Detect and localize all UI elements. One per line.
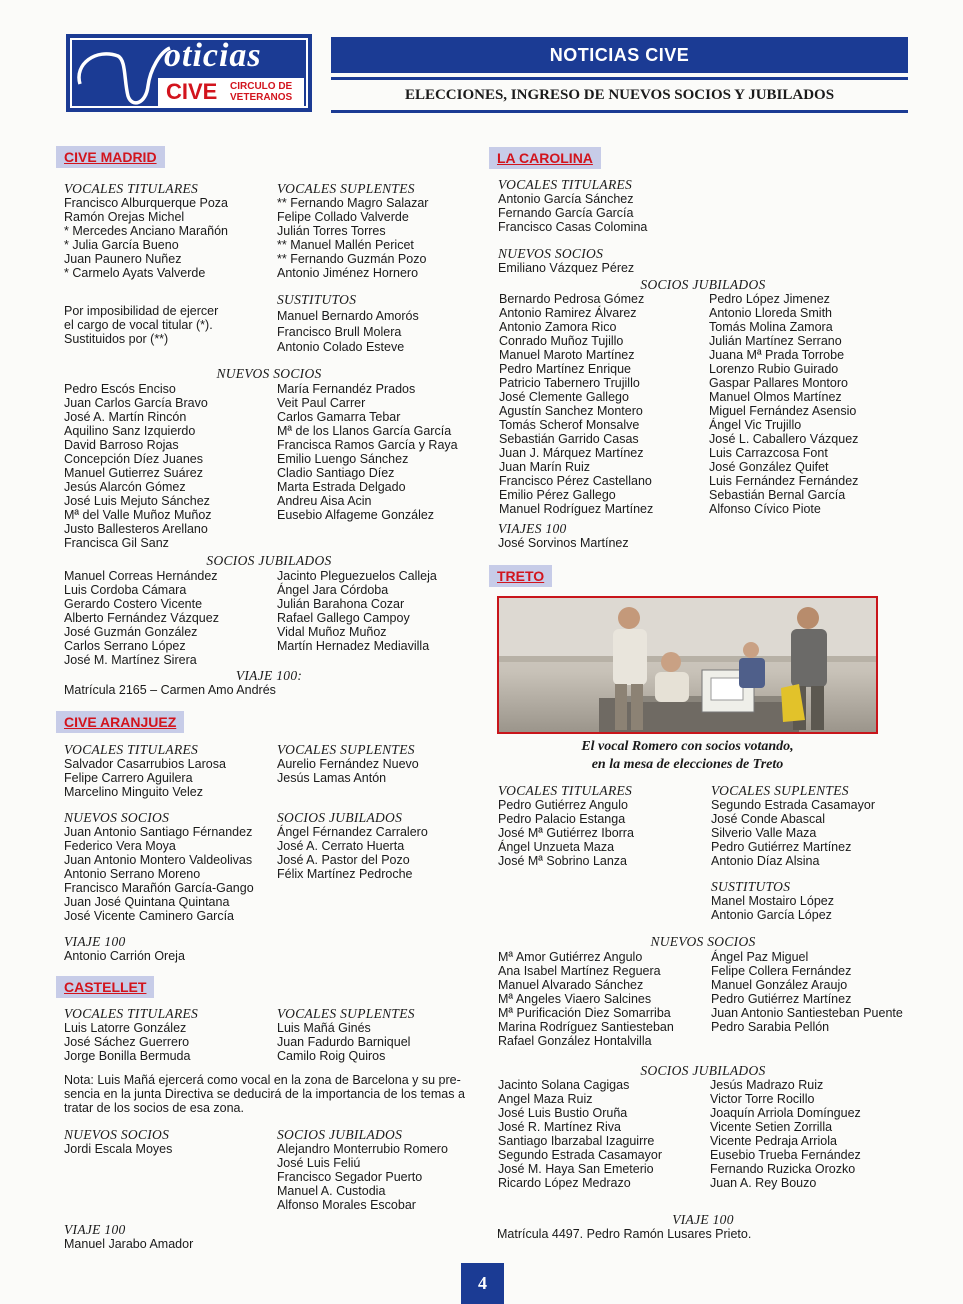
- treto-nuevos-socios-left: [498, 950, 674, 1048]
- viaje-value: José Sorvinos Martínez: [498, 536, 629, 550]
- list-item: Pedro Martínez Enrique: [499, 362, 632, 376]
- list-item: Luis Cordoba Cámara: [64, 583, 187, 597]
- name-list: [498, 798, 634, 868]
- list-item: Jesús Alarcón Gómez: [64, 480, 186, 494]
- name-list: [711, 798, 875, 868]
- list-item: Tomás Molina Zamora: [709, 320, 833, 334]
- list-item: Francisco Pérez Castellano: [499, 474, 652, 488]
- list-item: Juan A. Rey Bouzo: [710, 1176, 817, 1190]
- note-line: sencia en la junta Directiva se deducirá de la importancia de los temas a: [64, 1087, 465, 1101]
- group-heading: VIAJES 100: [498, 521, 567, 536]
- castellet-socios-jubilados: [277, 1127, 448, 1212]
- list-item: Alfonso Cívico Piote: [709, 502, 821, 516]
- list-item: Ricardo López Medrazo: [498, 1176, 631, 1190]
- list-item: Patricio Tabernero Trujillo: [499, 376, 640, 390]
- list-item: José A. Pastor del Pozo: [277, 853, 410, 867]
- group-heading: VIAJE 100: [64, 1222, 126, 1237]
- list-item: Felipe Collera Fernández: [711, 964, 852, 978]
- list-item: Pedro López Jimenez: [709, 292, 830, 306]
- list-item: Bernardo Pedrosa Gómez: [499, 292, 645, 306]
- list-item: Francisco Alburquerque Poza: [64, 196, 228, 210]
- list-item: Juan Antonio Montero Valdeolivas: [64, 853, 253, 867]
- list-item: Félix Martínez Pedroche: [277, 867, 413, 881]
- list-item: José R. Martínez Riva: [498, 1120, 621, 1134]
- aranjuez-socios-jubilados: [277, 810, 428, 881]
- list-item: José A. Cerrato Huerta: [277, 839, 405, 853]
- list-item: Emilio Luengo Sánchez: [277, 452, 409, 466]
- list-item: Juan Carlos García Bravo: [64, 396, 208, 410]
- madrid-vocales-suplentes: [277, 181, 428, 280]
- list-item: Carlos Gamarra Tebar: [277, 410, 401, 424]
- voting-photo: [497, 596, 878, 734]
- madrid-vocales-titulares: [64, 181, 228, 280]
- list-item: Manuel Correas Hernández: [64, 569, 218, 583]
- name-list: [64, 825, 254, 923]
- group-heading: NUEVOS SOCIOS: [64, 810, 170, 825]
- list-item: Manuel Maroto Martínez: [499, 348, 635, 362]
- list-item: Jesús Lamas Antón: [277, 771, 387, 785]
- list-item: David Barroso Rojas: [64, 438, 179, 452]
- name-list: [64, 1142, 172, 1156]
- list-item: José Guzmán González: [64, 625, 198, 639]
- list-item: Antonio Serrano Moreno: [64, 867, 201, 881]
- photo-caption: [497, 738, 878, 774]
- list-item: Francisco Marañón García-Gango: [64, 881, 254, 895]
- section-title-carolina: LA CAROLINA: [489, 147, 601, 169]
- list-item: Martín Hernadez Mediavilla: [277, 639, 430, 653]
- list-item: Manuel Gutierrez Suárez: [64, 466, 203, 480]
- name-list: [64, 757, 226, 799]
- list-item: Pedro Gutiérrez Martínez: [711, 992, 852, 1006]
- name-list: [64, 196, 228, 280]
- list-item: Manuel Alvarado Sánchez: [498, 978, 644, 992]
- list-item: Luis Mañá Ginés: [277, 1021, 371, 1035]
- castellet-nuevos-socios: [64, 1127, 172, 1156]
- madrid-note: [64, 304, 218, 346]
- list-item: Rafael González Hontalvilla: [498, 1034, 652, 1048]
- aranjuez-nuevos-socios: [64, 810, 254, 923]
- carolina-vocales-titulares: [498, 177, 647, 234]
- list-item: Luis Fernández Fernández: [709, 474, 859, 488]
- list-item: Ana Isabel Martínez Reguera: [498, 964, 661, 978]
- list-item: * Carmelo Ayats Valverde: [64, 266, 206, 280]
- aranjuez-vocales-suplentes: [277, 742, 419, 785]
- carolina-socios-jubilados-right: [709, 292, 858, 516]
- list-item: Antonio Colado Esteve: [277, 340, 405, 354]
- list-item: Salvador Casarrubios Larosa: [64, 757, 226, 771]
- list-item: Rafael Gallego Campoy: [277, 611, 410, 625]
- list-item: José González Quifet: [709, 460, 829, 474]
- list-item: Concepción Díez Juanes: [64, 452, 203, 466]
- aranjuez-vocales-titulares: [64, 742, 226, 799]
- group-heading: SOCIOS JUBILADOS: [277, 1127, 403, 1142]
- madrid-socios-jubilados-left: [64, 569, 219, 667]
- list-item: José Sáchez Guerrero: [64, 1035, 190, 1049]
- list-item: Ángel Férnandez Carralero: [277, 825, 428, 839]
- list-item: Manel Mostairo López: [711, 894, 834, 908]
- group-heading: VOCALES SUPLENTES: [711, 783, 849, 798]
- note-line: Nota: Luis Mañá ejercerá como vocal en la zona de Barcelona y su pre-: [64, 1073, 461, 1087]
- name-list: [711, 894, 834, 922]
- list-item: Gaspar Pallares Montoro: [709, 376, 848, 390]
- treto-socios-jubilados-heading: SOCIOS JUBILADOS: [640, 1063, 766, 1078]
- logo-tagline-1: CIRCULO DE: [230, 81, 293, 92]
- list-item: José A. Martín Rincón: [64, 410, 187, 424]
- list-item: Eusebio Trueba Fernández: [710, 1148, 861, 1162]
- list-item: Alberto Fernández Vázquez: [64, 611, 219, 625]
- list-item: Felipe Carrero Aguilera: [64, 771, 193, 785]
- list-item: Federico Vera Moya: [64, 839, 176, 853]
- name-list: [277, 196, 428, 280]
- list-item: Veit Paul Carrer: [277, 396, 366, 410]
- treto-socios-jubilados-left: [498, 1078, 662, 1190]
- list-item: Sebastián Bernal García: [709, 488, 846, 502]
- list-item: Julián Barahona Cozar: [277, 597, 405, 611]
- list-item: Marina Rodríguez Santiesteban: [498, 1020, 674, 1034]
- list-item: Francisco Segador Puerto: [277, 1170, 423, 1184]
- group-heading: SOCIOS JUBILADOS: [277, 810, 403, 825]
- list-item: Antonio Ramirez Álvarez: [499, 306, 637, 320]
- list-item: Marcelino Minguito Velez: [64, 785, 203, 799]
- group-heading: VIAJE 100: [64, 934, 126, 949]
- list-item: Miguel Fernández Asensio: [709, 404, 857, 418]
- list-item: Victor Torre Rocillo: [710, 1092, 815, 1106]
- list-item: Juan J. Márquez Martínez: [499, 446, 644, 460]
- carolina-viaje: [498, 521, 629, 550]
- list-item: Antonio García Sánchez: [498, 192, 634, 206]
- page-subtitle: ELECCIONES, INGRESO DE NUEVOS SOCIOS Y JUBILADOS: [404, 87, 835, 103]
- list-item: Juan Antonio Santiesteban Puente: [711, 1006, 903, 1020]
- list-item: Francisca Gil Sanz: [64, 536, 169, 550]
- banner-rule: [331, 77, 908, 80]
- list-item: Pedro Escós Enciso: [64, 382, 176, 396]
- list-item: José M. Haya San Emeterio: [498, 1162, 654, 1176]
- list-item: José Vicente Caminero García: [64, 909, 234, 923]
- list-item: Antonio Díaz Alsina: [711, 854, 820, 868]
- section-title-madrid: CIVE MADRID: [56, 146, 165, 168]
- group-heading: VOCALES TITULARES: [498, 177, 633, 192]
- list-item: Sebastián Garrido Casas: [499, 432, 639, 446]
- treto-sustitutos: [711, 879, 834, 922]
- logo-tagline-2: VETERANOS: [230, 92, 293, 103]
- caption-line: en la mesa de elecciones de Treto: [591, 757, 784, 772]
- castellet-vocales-suplentes: [277, 1006, 415, 1063]
- list-item: Luis Latorre González: [64, 1021, 187, 1035]
- list-item: Mª de los Llanos García García: [277, 424, 452, 438]
- carolina-socios-jubilados-left: [499, 292, 653, 516]
- list-item: José Mª Sobrino Lanza: [498, 854, 628, 868]
- name-list: [277, 825, 428, 881]
- note-line: Sustituidos por (**): [64, 332, 169, 346]
- list-item: Mª del Valle Muñoz Muñoz: [64, 508, 212, 522]
- list-item: Pedro Palacio Estanga: [498, 812, 626, 826]
- list-item: Mª Amor Gutiérrez Angulo: [498, 950, 643, 964]
- list-item: Francisca Ramos García y Raya: [277, 438, 458, 452]
- madrid-nuevos-socios-right: [277, 382, 458, 522]
- logo-brand: CIVE: [166, 79, 218, 104]
- treto-nuevos-socios-heading: NUEVOS SOCIOS: [650, 934, 756, 949]
- treto-viaje-heading: VIAJE 100: [672, 1212, 734, 1227]
- list-item: Segundo Estrada Casamayor: [498, 1148, 662, 1162]
- list-item: Mª Angeles Viaero Salcines: [498, 992, 652, 1006]
- list-item: Emiliano Vázquez Pérez: [498, 261, 635, 275]
- name-list: [277, 757, 419, 785]
- list-item: José Conde Abascal: [711, 812, 825, 826]
- list-item: Jorge Bonilla Bermuda: [64, 1049, 191, 1063]
- section-title-castellet: CASTELLET: [56, 976, 154, 998]
- treto-socios-jubilados-right: [710, 1078, 861, 1190]
- list-item: Santiago Ibarzabal Izaguirre: [498, 1134, 655, 1148]
- list-item: Eusebio Alfageme González: [277, 508, 435, 522]
- list-item: ** Manuel Mallén Pericet: [277, 238, 414, 252]
- list-item: Antonio Lloreda Smith: [709, 306, 832, 320]
- list-item: Jacinto Pleguezuelos Calleja: [277, 569, 437, 583]
- list-item: Ángel Paz Miguel: [711, 950, 809, 964]
- list-item: Juan Marín Ruiz: [499, 460, 591, 474]
- list-item: Joaquín Arriola Domínguez: [710, 1106, 861, 1120]
- list-item: Aurelio Fernández Nuevo: [277, 757, 419, 771]
- list-item: María Fernandéz Prados: [277, 382, 416, 396]
- list-item: Julián Martínez Serrano: [709, 334, 842, 348]
- list-item: Ángel Unzueta Maza: [498, 840, 615, 854]
- list-item: Mª Purificación Diez Somarriba: [498, 1006, 671, 1020]
- group-heading: NUEVOS SOCIOS: [498, 246, 604, 261]
- aranjuez-viaje: [64, 934, 185, 963]
- list-item: José Mª Gutiérrez Iborra: [498, 826, 634, 840]
- list-item: Antonio Zamora Rico: [499, 320, 617, 334]
- name-list: [277, 1142, 448, 1212]
- list-item: José Clemente Gallego: [499, 390, 629, 404]
- list-item: Manuel Olmos Martínez: [709, 390, 842, 404]
- list-item: Lorenzo Rubio Guirado: [709, 362, 839, 376]
- note-line: Por imposibilidad de ejercer: [64, 304, 219, 318]
- list-item: Pedro Gutiérrez Angulo: [498, 798, 628, 812]
- newsletter-logo: [66, 34, 312, 112]
- list-item: Fernando García García: [498, 206, 634, 220]
- group-heading: VOCALES SUPLENTES: [277, 181, 415, 196]
- list-item: Ángel Jara Córdoba: [277, 583, 389, 597]
- list-item: Agustín Sanchez Montero: [499, 404, 643, 418]
- list-item: José Luis Mejuto Sánchez: [64, 494, 210, 508]
- list-item: Jordi Escala Moyes: [64, 1142, 173, 1156]
- list-item: José L. Caballero Vázquez: [709, 432, 859, 446]
- list-item: Vicente Setien Zorrilla: [710, 1120, 833, 1134]
- group-heading: VOCALES SUPLENTES: [277, 1006, 415, 1021]
- list-item: Tomás Scherof Monsalve: [499, 418, 640, 432]
- list-item: ** Fernando Magro Salazar: [277, 196, 429, 210]
- page-number: 4: [461, 1263, 504, 1304]
- voting-scene-illustration: [499, 598, 876, 732]
- name-list: [277, 1021, 415, 1063]
- list-item: ** Fernando Guzmán Pozo: [277, 252, 427, 266]
- list-item: Gerardo Costero Vicente: [64, 597, 203, 611]
- name-list: [498, 261, 634, 275]
- list-item: Ángel Vic Trujillo: [709, 418, 802, 432]
- viaje-value: Antonio Carrión Oreja: [64, 949, 185, 963]
- list-item: Andreu Aisa Acin: [277, 494, 372, 508]
- list-item: Julián Torres Torres: [277, 224, 386, 238]
- list-item: Juana Mª Prada Torrobe: [709, 348, 845, 362]
- list-item: Segundo Estrada Casamayor: [711, 798, 875, 812]
- list-item: Francisco Casas Colomina: [498, 220, 648, 234]
- section-title-aranjuez: CIVE ARANJUEZ: [56, 711, 184, 733]
- list-item: José Luis Bustio Oruña: [498, 1106, 628, 1120]
- group-heading: VOCALES TITULARES: [64, 742, 199, 757]
- madrid-viaje-heading: VIAJE 100:: [235, 668, 303, 683]
- list-item: Conrado Muñoz Tujillo: [499, 334, 624, 348]
- list-item: Manuel González Araujo: [711, 978, 848, 992]
- list-item: Vidal Muñoz Muñoz: [277, 625, 387, 639]
- viaje-value: Manuel Jarabo Amador: [64, 1237, 194, 1251]
- list-item: Emilio Pérez Gallego: [499, 488, 616, 502]
- treto-viaje-value: Matrícula 4497. Pedro Ramón Lusares Prieto.: [497, 1227, 752, 1241]
- group-heading: NUEVOS SOCIOS: [64, 1127, 170, 1142]
- list-item: Antonio Jiménez Hornero: [277, 266, 419, 280]
- list-item: Cladio Santiago Díez: [277, 466, 395, 480]
- list-item: Ramón Orejas Michel: [64, 210, 185, 224]
- castellet-note: [64, 1073, 465, 1115]
- list-item: José M. Martínez Sirera: [64, 653, 197, 667]
- list-item: Francisco Brull Molera: [277, 324, 402, 339]
- list-item: Juan José Quintana Quintana: [64, 895, 230, 909]
- madrid-viaje-value: Matrícula 2165 – Carmen Amo Andrés: [64, 683, 276, 697]
- list-item: Silverio Valle Maza: [711, 826, 817, 840]
- group-heading: SUSTITUTOS: [277, 292, 357, 307]
- treto-vocales-titulares: [498, 783, 634, 868]
- list-item: Alejandro Monterrubio Romero: [277, 1142, 448, 1156]
- list-item: Manuel A. Custodia: [277, 1184, 386, 1198]
- list-item: Angel Maza Ruiz: [498, 1092, 593, 1106]
- name-list: [277, 309, 419, 356]
- list-item: Justo Ballesteros Arellano: [64, 522, 208, 536]
- list-item: Camilo Roig Quiros: [277, 1049, 386, 1063]
- list-item: Manuel Bernardo Amorós: [277, 309, 419, 323]
- list-item: * Julia García Bueno: [64, 238, 179, 252]
- list-item: Fernando Ruzicka Orozko: [710, 1162, 856, 1176]
- section-banner: NOTICIAS CIVE: [331, 37, 908, 73]
- subtitle-rule: [331, 110, 908, 113]
- name-list: [498, 192, 647, 234]
- list-item: Juan Paunero Nuñez: [64, 252, 182, 266]
- section-title-treto: TRETO: [489, 565, 552, 587]
- list-item: Alfonso Morales Escobar: [277, 1198, 416, 1212]
- group-heading: VOCALES TITULARES: [498, 783, 633, 798]
- list-item: * Mercedes Anciano Marañón: [64, 224, 228, 238]
- group-heading: VOCALES TITULARES: [64, 181, 199, 196]
- list-item: Jacinto Solana Cagigas: [498, 1078, 630, 1092]
- list-item: Felipe Collado Valverde: [277, 210, 409, 224]
- group-heading: VOCALES TITULARES: [64, 1006, 199, 1021]
- treto-vocales-suplentes: [711, 783, 875, 868]
- carolina-socios-jubilados-heading: SOCIOS JUBILADOS: [640, 277, 766, 292]
- castellet-vocales-titulares: [64, 1006, 198, 1063]
- madrid-socios-jubilados-right: [277, 569, 437, 653]
- list-item: Jesús Madrazo Ruiz: [710, 1078, 824, 1092]
- note-line: tratar de los socios de esa zona.: [64, 1101, 244, 1115]
- list-item: Luis Carrazcosa Font: [709, 446, 828, 460]
- list-item: Juan Fadurdo Barniquel: [277, 1035, 411, 1049]
- list-item: Pedro Gutiérrez Martínez: [711, 840, 852, 854]
- list-item: Aquilino Sanz Izquierdo: [64, 424, 196, 438]
- list-item: Vicente Pedraja Arriola: [710, 1134, 837, 1148]
- list-item: Antonio García López: [711, 908, 832, 922]
- madrid-nuevos-socios-left: [64, 382, 212, 550]
- group-heading: SUSTITUTOS: [711, 879, 791, 894]
- madrid-sustitutos: [277, 292, 419, 356]
- treto-nuevos-socios-right: [711, 950, 903, 1034]
- carolina-nuevos-socios: [498, 246, 634, 275]
- list-item: Marta Estrada Delgado: [277, 480, 406, 494]
- list-item: Juan Antonio Santiago Férnandez: [64, 825, 253, 839]
- list-item: Manuel Rodríguez Martínez: [499, 502, 654, 516]
- madrid-socios-jubilados-heading: SOCIOS JUBILADOS: [206, 553, 332, 568]
- madrid-nuevos-socios-heading: NUEVOS SOCIOS: [216, 366, 322, 381]
- group-heading: VOCALES SUPLENTES: [277, 742, 415, 757]
- note-line: el cargo de vocal titular (*).: [64, 318, 213, 332]
- logo-word: oticias: [164, 37, 262, 74]
- name-list: [64, 1021, 198, 1063]
- list-item: Carlos Serrano López: [64, 639, 186, 653]
- list-item: Pedro Sarabia Pellón: [711, 1020, 830, 1034]
- castellet-viaje: [64, 1222, 193, 1251]
- caption-line: El vocal Romero con socios votando,: [581, 739, 794, 754]
- list-item: José Luis Feliú: [277, 1156, 361, 1170]
